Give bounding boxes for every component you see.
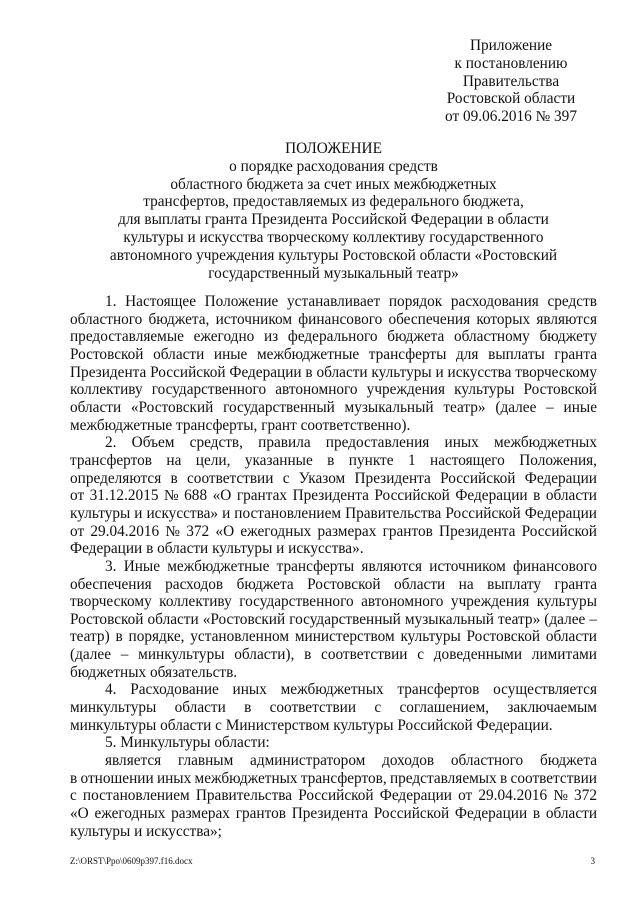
paragraph-line-text: от 31.12.2015 № 688 «О грантах Президента Российской Федерации в области: [70, 487, 597, 505]
paragraph-line: [70, 540, 597, 558]
paragraph-line-text: трансфертов на цели, указанные в пункте 1 настоящего Положения,: [70, 451, 597, 469]
paragraph-line-text: театр) в порядке, установленном министерством культуры Ростовской области: [70, 628, 597, 646]
paragraph-line: [70, 681, 597, 699]
paragraph-4: [70, 681, 597, 734]
title-block: [70, 140, 597, 282]
paragraph-line-text: является главным администратором доходов областного бюджета: [105, 752, 597, 770]
paragraph-line: [70, 752, 597, 770]
paragraph-line-text: культуры и искусства» и постановлением Правительства Российской Федерации: [70, 504, 597, 522]
paragraph-line-text: 4. Расходование иных межбюджетных трансфертов осуществляется: [105, 681, 597, 699]
appendix-line: Правительства: [462, 72, 560, 90]
subtitle-line: государственный музыкальный театр»: [208, 264, 459, 282]
paragraph-line: [70, 434, 597, 452]
paragraph-line-text: минкультуры области в соответствии с соглашением, заключаемым: [70, 699, 597, 717]
paragraph-1: [70, 293, 597, 434]
page-footer: [70, 855, 597, 867]
paragraph-line: [70, 823, 597, 841]
appendix-header: [420, 37, 602, 126]
paragraph-line-text: Федерации в области культуры и искусства».: [70, 540, 364, 558]
paragraph-line: [70, 770, 597, 788]
paragraph-line: [70, 381, 597, 399]
paragraph-line: [70, 628, 597, 646]
paragraph-line: [70, 311, 597, 329]
subtitle-line: областного бюджета за счет иных межбюджетных: [170, 175, 497, 193]
paragraph-line-text: 2. Объем средств, правила предоставления иных межбюджетных: [105, 434, 597, 452]
paragraph-line-text: обеспечения расходов бюджета Ростовской области на выплату гранта: [70, 575, 597, 593]
paragraph-line-text: 1. Настоящее Положение устанавливает порядок расходования средств: [105, 293, 597, 310]
appendix-date-number: от 09.06.2016 № 397: [445, 108, 577, 125]
paragraph-line: [70, 452, 597, 470]
paragraph-line: [70, 611, 597, 629]
paragraph-line-text: области «Ростовский государственный музыкальный театр» (далее – иные: [70, 398, 597, 416]
paragraph-line-text: от 29.04.2016 № 372 «О ежегодных размерах грантов Президента Российской: [70, 522, 597, 540]
paragraph-line: [70, 699, 597, 717]
paragraph-line: [70, 646, 597, 664]
page-number: 3: [590, 856, 595, 866]
paragraph-line-text: с постановлением Правительства Российской Федерации от 29.04.2016 № 372: [70, 787, 597, 805]
paragraph-5: [70, 734, 597, 752]
paragraph-line: [70, 328, 597, 346]
paragraph-line-text: в отношении иных межбюджетных трансфертов, представляемых в соответствии: [70, 769, 597, 787]
subtitle-line: о порядке расходования средств: [229, 157, 438, 175]
paragraph-6: [70, 752, 597, 840]
paragraph-line: [70, 470, 597, 488]
paragraph-line-text: (далее – минкультуры области), в соответствии с доведенными лимитами: [70, 646, 597, 664]
paragraph-line: [70, 593, 597, 611]
paragraph-line-text: Ростовской области «Ростовский государственный музыкальный театр» (далее –: [70, 610, 597, 628]
paragraph-line: [70, 523, 597, 541]
appendix-line: Ростовской области: [446, 90, 576, 108]
subtitle-line: трансфертов, предоставляемых из федерального бюджета,: [143, 193, 524, 211]
paragraph-line-text: межбюджетные трансферты, грант соответственно).: [70, 416, 411, 434]
paragraph-line-text: минкультуры области с Министерством культуры Российской Федерации.: [70, 716, 553, 734]
paragraph-line-text: областного бюджета, источником финансового обеспечения которых являются: [70, 310, 597, 328]
subtitle-line: для выплаты гранта Президента Российской Федерации в области: [118, 211, 549, 229]
document-body: [70, 293, 597, 840]
paragraph-line: [70, 805, 597, 823]
paragraph-line: [70, 364, 597, 382]
paragraph-line: [70, 417, 597, 435]
paragraph-line-text: Ростовской области иные межбюджетные трансферты для выплаты гранта: [70, 345, 597, 363]
paragraph-line: [70, 293, 597, 311]
paragraph-line-text: определяются в соответствии с Указом Президента Российской Федерации: [70, 469, 597, 487]
paragraph-line-text: «О ежегодных размерах грантов Президента Российской Федерации в области: [70, 805, 597, 823]
paragraph-line-text: Президента Российской Федерации в области культуры и искусства творческому: [70, 363, 597, 381]
appendix-line: Приложение: [469, 37, 553, 54]
paragraph-line-text: 3. Иные межбюджетные трансферты являются источником финансового: [105, 557, 597, 575]
paragraph-line-text: культуры и искусства»;: [70, 822, 222, 840]
paragraph-line-text: 5. Минкультуры области:: [105, 734, 270, 752]
paragraph-2: [70, 434, 597, 558]
paragraph-line: [70, 346, 597, 364]
paragraph-line: [70, 664, 597, 682]
appendix-line: к постановлению: [454, 54, 568, 72]
paragraph-line: [70, 487, 597, 505]
subtitle-line: автономного учреждения культуры Ростовской области «Ростовский: [109, 246, 558, 264]
paragraph-line: [70, 576, 597, 594]
document-heading: ПОЛОЖЕНИЕ: [285, 140, 382, 157]
paragraph-line: [70, 734, 597, 752]
paragraph-line: [70, 558, 597, 576]
paragraph-line: [70, 717, 597, 735]
paragraph-line-text: предоставляемые ежегодно из федерального бюджета областному бюджету: [70, 328, 597, 346]
paragraph-line: [70, 787, 597, 805]
paragraph-line-text: творческому коллективу государственного автономного учреждения культуры: [70, 593, 597, 611]
paragraph-line: [70, 505, 597, 523]
file-path: Z:\ORST\Ppo\0609p397.f16.docx: [70, 856, 193, 866]
paragraph-line-text: бюджетных обязательств.: [70, 663, 238, 681]
paragraph-line: [70, 399, 597, 417]
paragraph-3: [70, 558, 597, 682]
subtitle-line: культуры и искусства творческому коллективу государственного: [123, 228, 544, 246]
paragraph-line-text: коллективу государственного автономного учреждения культуры Ростовской: [70, 381, 597, 399]
